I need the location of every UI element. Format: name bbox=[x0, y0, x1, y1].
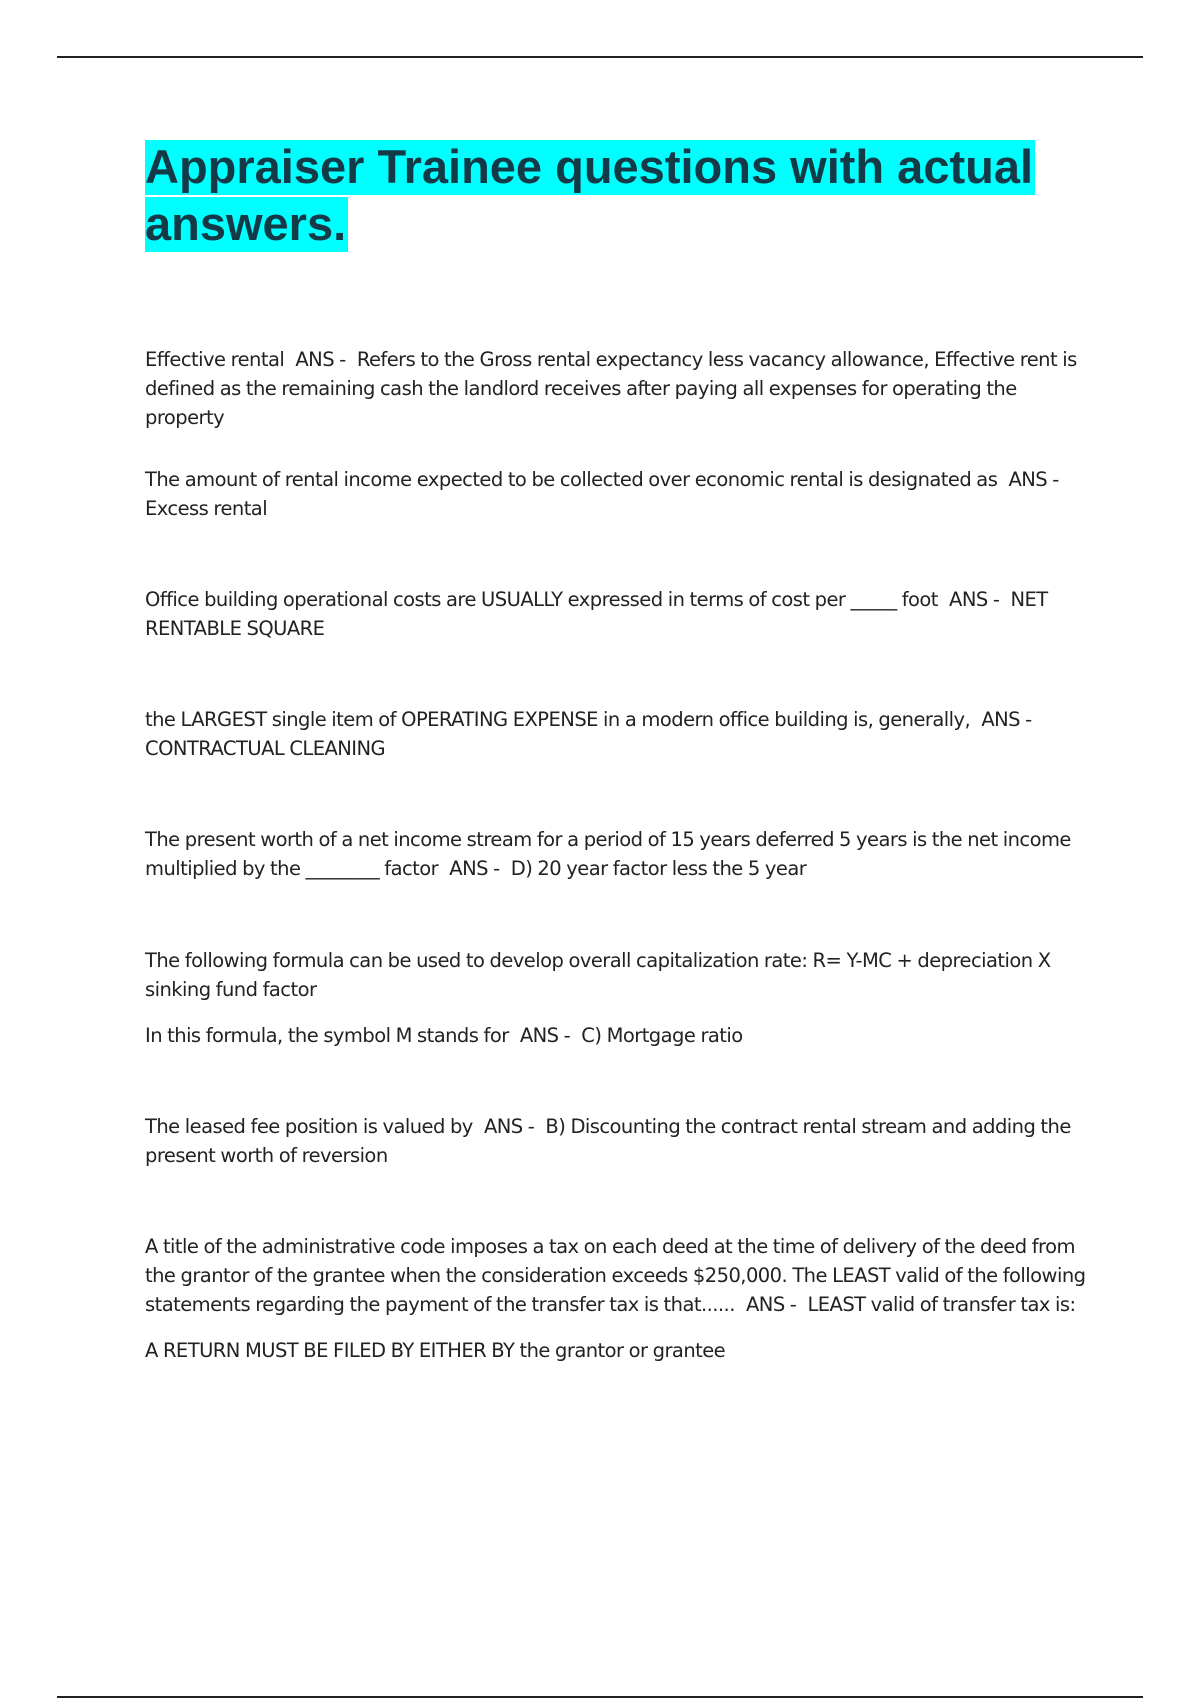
qa-item-5 bbox=[145, 825, 1090, 883]
qa-text-part2 bbox=[145, 1021, 1090, 1050]
answer-text: LEAST valid of transfer tax is: bbox=[807, 1293, 1076, 1316]
answer-text: C) Mortgage ratio bbox=[581, 1024, 743, 1047]
qa-text bbox=[145, 465, 1090, 523]
answer-marker: ANS - bbox=[746, 1293, 797, 1316]
answer-text-line2: A RETURN MUST BE FILED BY EITHER BY the grantor or grantee bbox=[145, 1339, 726, 1362]
qa-item-7 bbox=[145, 1112, 1090, 1170]
answer-text: Excess rental bbox=[145, 497, 268, 520]
question-text: Office building operational costs are USUALLY expressed in terms of cost per _____ foot bbox=[145, 588, 938, 611]
bottom-rule bbox=[57, 1696, 1143, 1698]
qa-item-3 bbox=[145, 585, 1090, 643]
qa-item-6 bbox=[145, 946, 1090, 1050]
answer-text: NET RENTABLE SQUARE bbox=[145, 588, 1048, 640]
answer-marker: ANS - bbox=[949, 588, 1000, 611]
qa-text bbox=[145, 1112, 1090, 1170]
question-text: In this formula, the symbol M stands for bbox=[145, 1024, 509, 1047]
page-title bbox=[145, 138, 1105, 252]
qa-text bbox=[145, 825, 1090, 883]
qa-text bbox=[145, 1232, 1090, 1319]
top-rule bbox=[57, 56, 1143, 58]
answer-text: B) Discounting the contract rental stream and adding the present worth of reversion bbox=[145, 1115, 1071, 1167]
answer-marker: ANS - bbox=[1008, 468, 1059, 491]
qa-text bbox=[145, 345, 1090, 432]
answer-text: D) 20 year factor less the 5 year bbox=[510, 857, 807, 880]
question-text: The present worth of a net income stream for a period of 15 years deferred 5 years is the net income multiplied by the ________ factor bbox=[145, 828, 1071, 880]
qa-text bbox=[145, 705, 1090, 763]
answer-marker: ANS - bbox=[519, 1024, 571, 1047]
answer-marker: ANS - bbox=[449, 857, 500, 880]
title-highlight: Appraiser Trainee questions with actual answers. bbox=[145, 140, 1034, 250]
question-text: The amount of rental income expected to be collected over economic rental is designated as bbox=[145, 468, 998, 491]
answer-marker: ANS - bbox=[483, 1115, 535, 1138]
qa-item-8 bbox=[145, 1232, 1090, 1365]
question-text: the LARGEST single item of OPERATING EXPENSE in a modern office building is, generally, bbox=[145, 708, 971, 731]
question-text: Effective rental bbox=[145, 348, 285, 371]
question-text: A title of the administrative code imposes a tax on each deed at the time of delivery of the deed from the grantor of the grantee when the consideration exceeds $250,000. The LEAST valid of the following statements regarding the payment of the transfer tax is that...... bbox=[145, 1235, 1086, 1316]
qa-text bbox=[145, 585, 1090, 643]
qa-text-part1: The following formula can be used to develop overall capitalization rate: R= Y-MC + depreciation X sinking fund factor bbox=[145, 949, 1051, 1001]
answer-text: CONTRACTUAL CLEANING bbox=[145, 737, 386, 760]
answer-marker: ANS - bbox=[295, 348, 346, 371]
qa-item-4 bbox=[145, 705, 1090, 763]
question-text: The leased fee position is valued by bbox=[145, 1115, 473, 1138]
qa-item-1 bbox=[145, 345, 1090, 432]
answer-text: Refers to the Gross rental expectancy less vacancy allowance, Effective rent is defined as the remaining cash the landlord receives after paying all expenses for operating the property bbox=[145, 348, 1077, 429]
answer-marker: ANS - bbox=[981, 708, 1032, 731]
qa-item-2 bbox=[145, 465, 1090, 523]
